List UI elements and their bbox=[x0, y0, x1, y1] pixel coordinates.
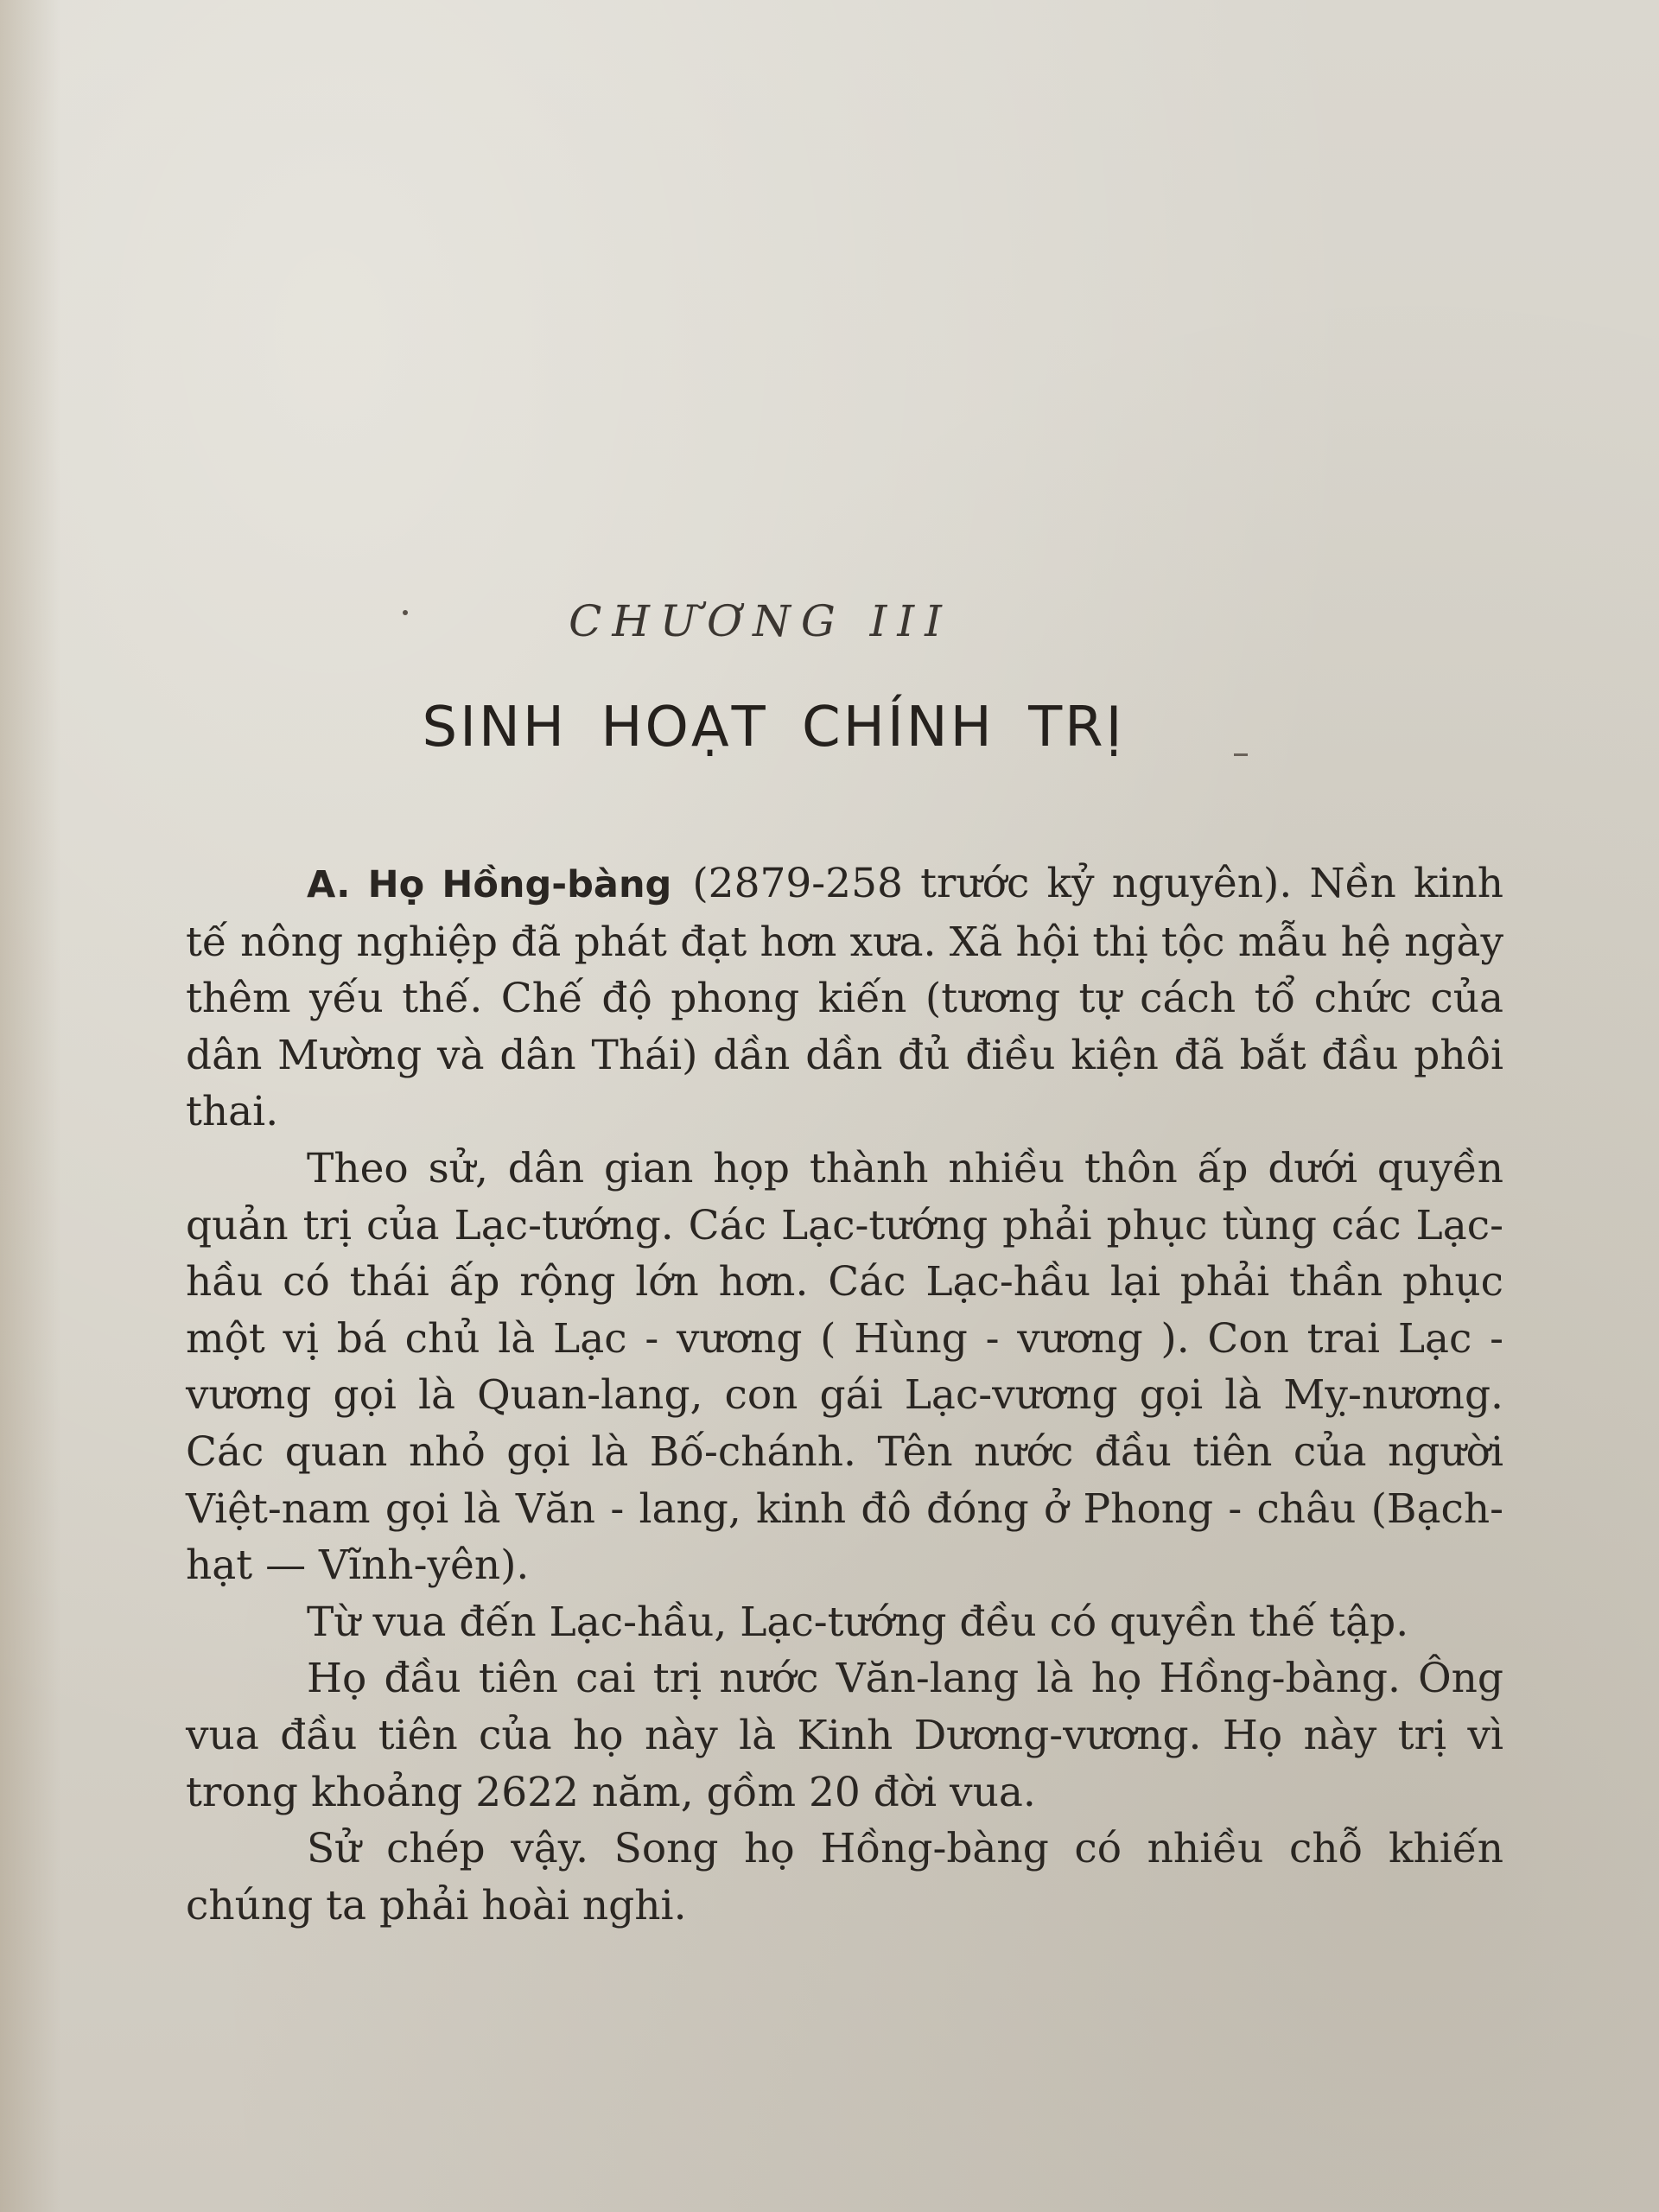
paragraph-1 bbox=[186, 855, 1503, 1141]
title-dash-mark bbox=[1234, 753, 1248, 756]
paragraph-2: Theo sử, dân gian họp thành nhiều thôn ấp dưới quyền quản trị của Lạc-tướng. Các Lạc-tướng phải phục tùng các Lạc-hầu có thái ấp rộng lớn hơn. Các Lạc-hầu lại phải thần phục một vị bá chủ là Lạc - vương ( Hùng - vương ). Con trai Lạc - vương gọi là Quan-lang, con gái Lạc-vương gọi là Mỵ-nương. Các quan nhỏ gọi là Bố-chánh. Tên nước đầu tiên của người Việt-nam gọi là Văn - lang, kinh đô đóng ở Phong - châu (Bạch-hạt — Vĩnh-yên). bbox=[186, 1144, 1503, 1590]
page-edge-shadow bbox=[0, 0, 60, 2212]
body-text bbox=[186, 855, 1503, 1934]
chapter-title: SINH HOẠT CHÍNH TRỊ bbox=[422, 696, 1125, 760]
section-heading: A. Họ Hồng-bàng bbox=[307, 863, 672, 906]
paragraph-4: Họ đầu tiên cai trị nước Văn-lang là họ Hồng-bàng. Ông vua đầu tiên của họ này là Kinh Dương-vương. Họ này trị vì trong khoảng 2622 năm, gồm 20 đời vua. bbox=[186, 1655, 1503, 1816]
chapter-label: CHƯƠNG III bbox=[569, 596, 952, 646]
paragraph-5: Sử chép vậy. Song họ Hồng-bàng có nhiều chỗ khiến chúng ta phải hoài nghi. bbox=[186, 1825, 1503, 1929]
paragraph-1-text: (2879-258 trước kỷ nguyên). Nền kinh tế nông nghiệp đã phát đạt hơn xưa. Xã hội thị tộc mẫu hệ ngày thêm yếu thế. Chế độ phong kiến (tương tự cách tổ chức của dân Mường và dân Thái) dần dần đủ điều kiện đã bắt đầu phôi thai. bbox=[186, 860, 1503, 1136]
paragraph-3: Từ vua đến Lạc-hầu, Lạc-tướng đều có quyền thế tập. bbox=[307, 1598, 1409, 1646]
